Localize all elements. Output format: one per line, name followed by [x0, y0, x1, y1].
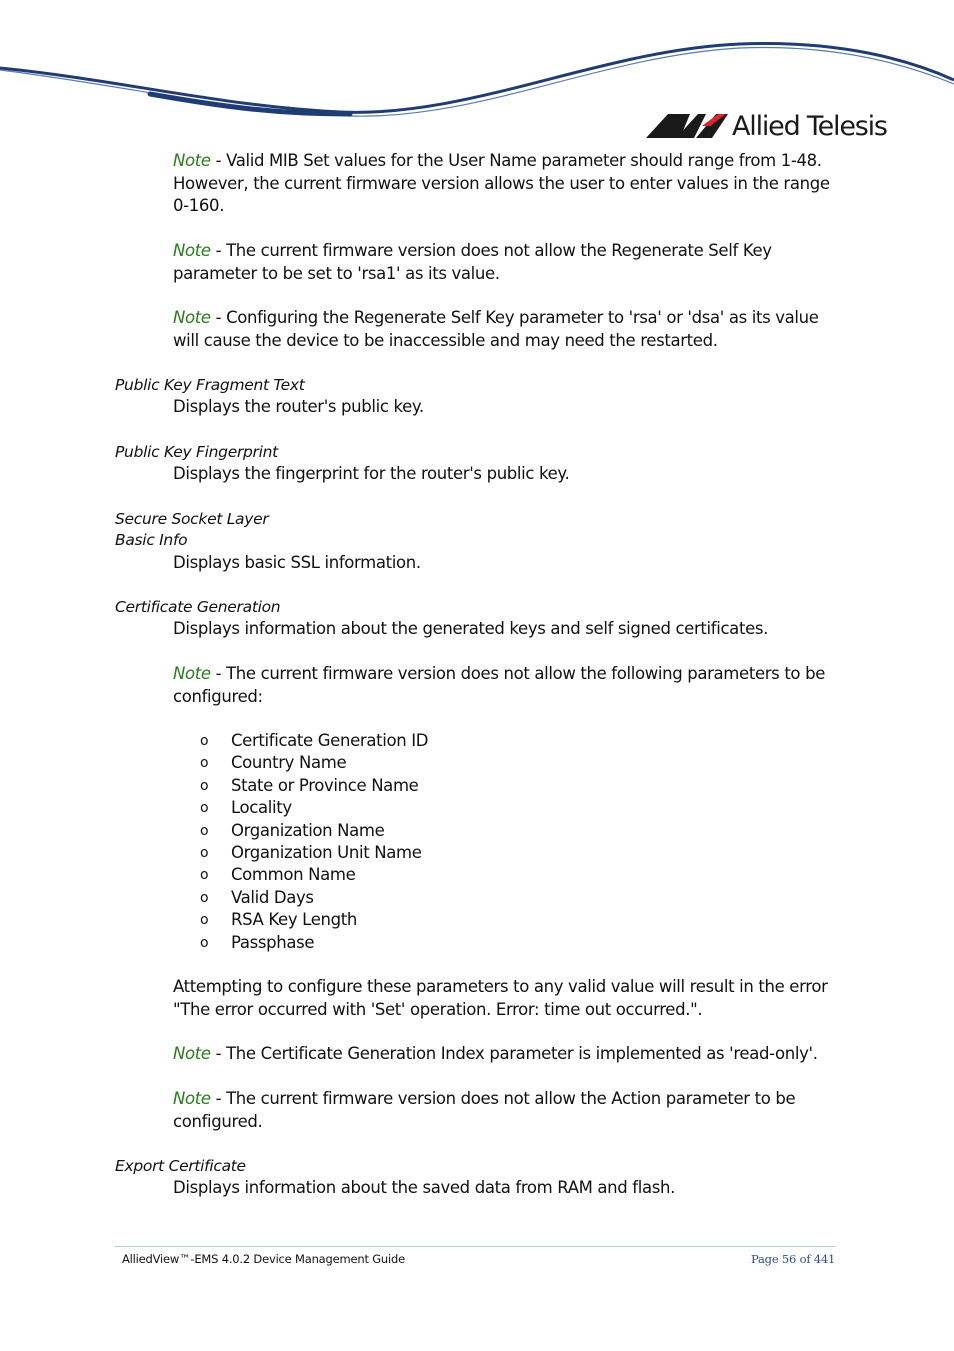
bullet-marker: o — [200, 844, 209, 861]
list-item-text: Valid Days — [231, 887, 314, 907]
list-item — [200, 730, 428, 752]
note-regenerate-rsa1 — [173, 240, 843, 285]
note-action-parameter — [173, 1088, 843, 1133]
list-item — [200, 932, 428, 954]
export-certificate-desc: Displays information about the saved data from RAM and flash. — [173, 1178, 676, 1197]
bullet-marker: o — [200, 889, 209, 906]
public-key-fragment-desc: Displays the router's public key. — [173, 397, 424, 416]
list-item — [200, 864, 428, 886]
note-text: - The current firmware version does not allow the following parameters to be configured: — [173, 664, 825, 706]
bullet-marker: o — [200, 934, 209, 951]
list-item-text: Organization Unit Name — [231, 842, 422, 862]
list-item — [200, 775, 428, 797]
bullet-marker: o — [200, 822, 209, 839]
footer-title: AlliedView™-EMS 4.0.2 Device Management Guide — [122, 1252, 405, 1266]
heading-secure-socket-layer: Secure Socket Layer — [115, 510, 269, 528]
allied-telesis-logo-mark-icon — [646, 114, 728, 142]
logo-text: Allied Telesis — [732, 111, 887, 142]
bullet-marker: o — [200, 755, 209, 772]
note-user-name — [173, 150, 843, 218]
note-label: Note — [173, 151, 211, 170]
page-number: Page 56 of 441 — [751, 1252, 836, 1266]
list-item — [200, 820, 428, 842]
note-certificate-index — [173, 1043, 843, 1066]
list-item — [200, 842, 428, 864]
heading-public-key-fragment: Public Key Fragment Text — [115, 376, 305, 394]
list-item — [200, 887, 428, 909]
bullet-marker: o — [200, 912, 209, 929]
note-certificate-params — [173, 663, 843, 708]
note-text: - Valid MIB Set values for the User Name parameter should range from 1-48. However, the current firmware version allows the user to enter values in the range 0-160. — [173, 151, 830, 215]
footer-divider — [115, 1246, 836, 1247]
note-text: - Configuring the Regenerate Self Key parameter to 'rsa' or 'dsa' as its value will cause the device to be inaccessible and may need the restarted. — [173, 308, 819, 350]
note-label: Note — [173, 664, 211, 683]
list-item-text: Locality — [231, 798, 292, 818]
note-label: Note — [173, 1089, 211, 1108]
note-label: Note — [173, 1044, 211, 1063]
note-text: - The current firmware version does not allow the Action parameter to be configured. — [173, 1089, 796, 1131]
list-item-text: State or Province Name — [231, 775, 419, 795]
bullet-marker: o — [200, 777, 209, 794]
list-item-text: Common Name — [231, 865, 356, 885]
heading-certificate-generation: Certificate Generation — [115, 598, 281, 616]
heading-public-key-fingerprint: Public Key Fingerprint — [115, 443, 278, 461]
note-label: Note — [173, 241, 211, 260]
list-item — [200, 797, 428, 819]
heading-basic-info: Basic Info — [115, 531, 188, 549]
basic-info-desc: Displays basic SSL information. — [173, 553, 421, 572]
bullet-marker: o — [200, 733, 209, 749]
bullet-marker: o — [200, 800, 209, 817]
list-item-text: Passphase — [231, 932, 315, 952]
list-item — [200, 909, 428, 931]
note-text: - The current firmware version does not allow the Regenerate Self Key parameter to be set to 'rsa1' as its value. — [173, 241, 772, 283]
error-description: Attempting to configure these parameters to any valid value will result in the error "The error occurred with 'Set' operation. Error: time out occurred.". — [173, 977, 828, 1019]
note-text: - The Certificate Generation Index parameter is implemented as 'read-only'. — [210, 1044, 818, 1063]
list-item-text: Country Name — [231, 753, 347, 773]
certificate-generation-desc: Displays information about the generated keys and self signed certificates. — [173, 619, 769, 638]
list-item-text: RSA Key Length — [231, 910, 357, 930]
allied-telesis-logo — [646, 112, 900, 142]
heading-export-certificate: Export Certificate — [115, 1157, 246, 1175]
bullet-marker: o — [200, 867, 209, 884]
note-regenerate-rsa-dsa — [173, 307, 843, 352]
list-item-text: Certificate Generation ID — [231, 731, 429, 750]
list-item-text: Organization Name — [231, 820, 385, 840]
parameter-list — [200, 730, 428, 954]
list-item — [200, 752, 428, 774]
note-label: Note — [173, 308, 211, 327]
public-key-fingerprint-desc: Displays the fingerprint for the router's public key. — [173, 464, 570, 483]
